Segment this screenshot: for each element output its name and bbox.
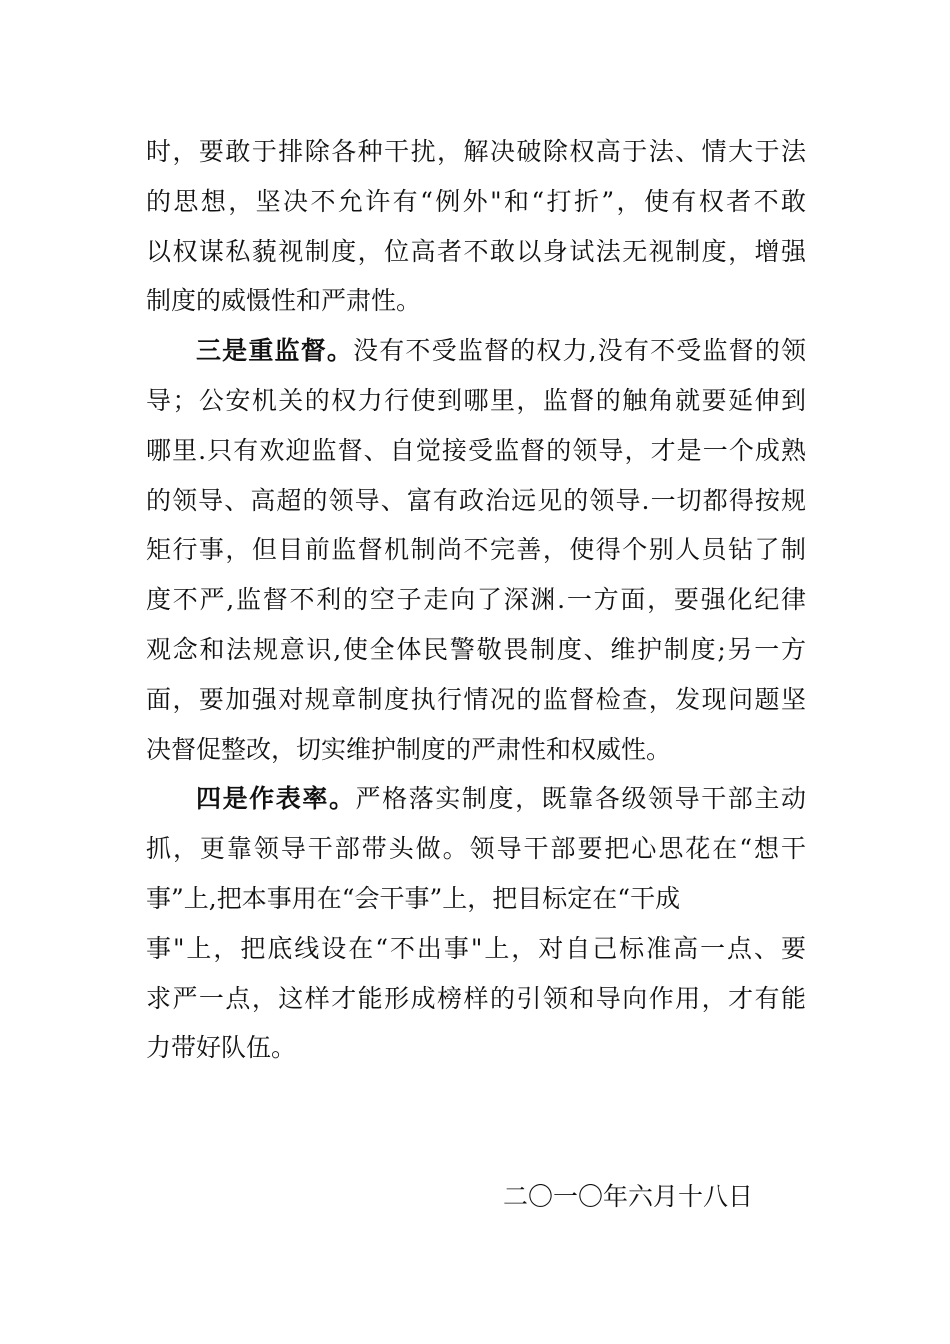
section-four-heading: 四是作表率。	[196, 784, 356, 814]
text-line: 事”上,把本事用在“会干事”上，把目标定在“干成	[146, 883, 681, 913]
text-line: 决督促整改，切实维护制度的严肃性和权威性。	[146, 734, 672, 764]
text-line: 矩行事，但目前监督机制尚不完善，使得个别人员钻了制	[146, 535, 806, 565]
section-three-heading: 三是重监督。	[196, 336, 354, 366]
text-line: 求严一点，这样才能形成榜样的引领和导向作用，才有能	[146, 983, 806, 1013]
section-three-first-line: 没有不受监督的权力,没有不受监督的领	[353, 336, 806, 366]
text-line: 面，要加强对规章制度执行情况的监督检查，发现问题坚	[146, 684, 806, 714]
text-line: 时，要敢于排除各种干扰，解决破除权高于法、情大于法	[146, 137, 806, 166]
text-line: 以权谋私藐视制度，位高者不敢以身试法无视制度，增强	[146, 236, 806, 266]
section-four-first-line: 严格落实制度，既靠各级领导干部主动	[355, 784, 806, 814]
section-four-paragraph	[146, 774, 806, 1073]
text-line: 力带好队伍。	[146, 1033, 297, 1063]
text-line: 的思想，坚决不允许有“例外"和“打折”，使有权者不敢	[146, 186, 806, 216]
text-line: 抓，更靠领导干部带头做。领导干部要把心思花在“想干	[146, 834, 806, 864]
paragraph-continuation	[146, 127, 806, 326]
text-line: 哪里.只有欢迎监督、自觉接受监督的领导，才是一个成熟	[146, 435, 806, 465]
document-body	[146, 127, 806, 1073]
text-line	[146, 326, 806, 376]
text-line: 观念和法规意识,使全体民警敬畏制度、维护制度;另一方	[146, 634, 806, 664]
text-line	[146, 774, 806, 824]
section-three-paragraph	[146, 326, 806, 774]
text-line: 度不严,监督不利的空子走向了深渊.一方面，要强化纪律	[146, 585, 806, 615]
text-line: 事"上，把底线设在“不出事"上，对自己标准高一点、要	[146, 933, 806, 963]
text-line: 的领导、高超的领导、富有政治远见的领导.一切都得按规	[146, 485, 806, 515]
text-line: 制度的威慑性和严肃性。	[146, 286, 422, 316]
text-line: 导；公安机关的权力行使到哪里，监督的触角就要延伸到	[146, 385, 806, 415]
document-date: 二〇一〇年六月十八日	[503, 1182, 754, 1211]
